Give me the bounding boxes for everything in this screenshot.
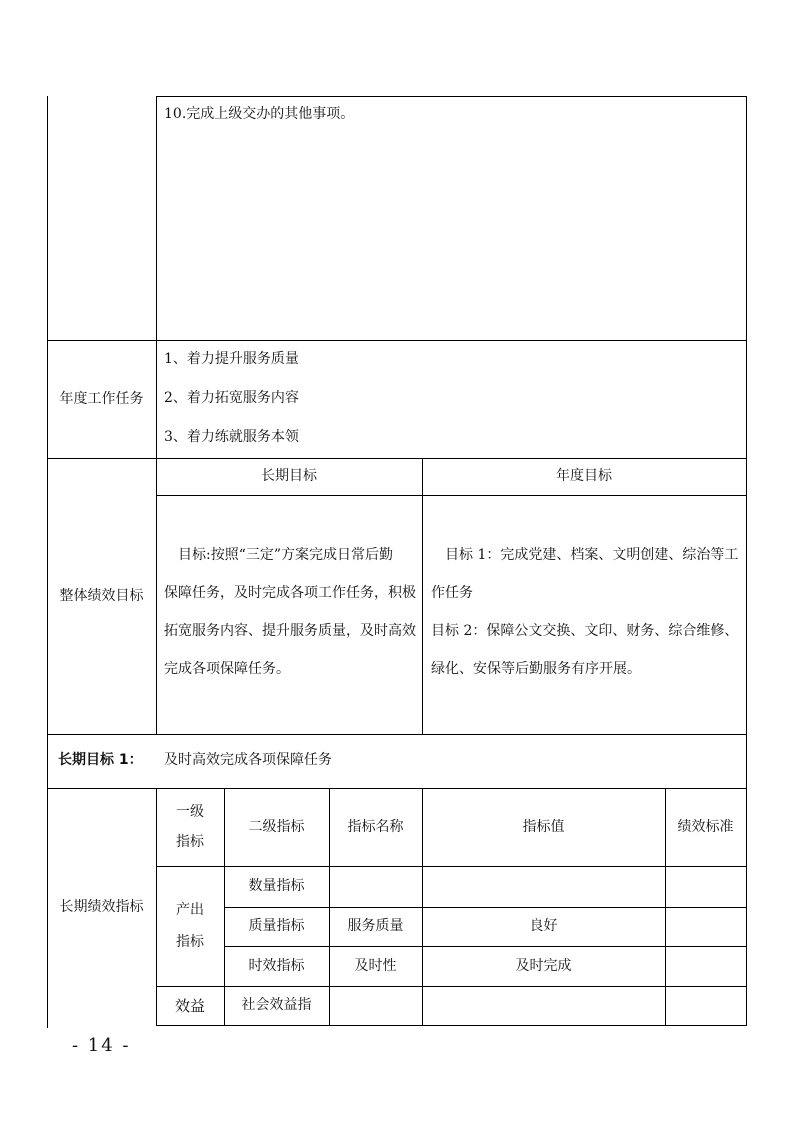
table-cell-standard [665,946,746,986]
header-level1 [156,788,224,866]
table-border-right [746,96,747,1026]
table-cell-standard [665,907,746,946]
annual-tasks-label: 年度工作任务 [59,390,144,407]
table-cell-name: 服务质量 [347,918,404,935]
long-term-line: 目标:按照“三定”方案完成日常后勤 [178,547,394,563]
header-standard: 绩效标准 [677,818,734,835]
header-name: 指标名称 [347,818,404,835]
output-label-line2: 指标 [176,934,204,950]
header-value: 指标值 [522,818,565,835]
annual-task-1: 1、着力提升服务质量 [164,351,299,367]
output-label-line1: 产出 [176,902,204,918]
table-cell-value: 良好 [529,918,558,935]
long-term-goal-text [164,536,419,688]
col-divider-goals [422,458,423,734]
table-cell-level2: 数量指标 [248,878,305,895]
table-cell-value [422,866,665,907]
page-number: - 14 - [72,1035,131,1056]
table-cell-standard [665,866,746,907]
header-level1-line1: 一级 [176,804,204,820]
header-level2: 二级指标 [248,818,305,835]
row-line-top [156,96,747,97]
header-level1-line2: 指标 [176,834,204,850]
table-cell-level2: 社会效益指 [241,997,312,1014]
long-goal-1-text: 及时高效完成各项保障任务 [164,752,332,768]
benefit-label: 效益 [174,996,205,1015]
annual-goal-line: 绿化、安保等后勤服务有序开展。 [431,661,641,677]
overall-goals-label: 整体绩效目标 [59,587,144,604]
col-divider-label [156,96,157,734]
table-cell-name [329,866,422,907]
indicators-label: 长期绩效指标 [59,898,144,915]
table-cell-level2: 时效指标 [248,957,305,974]
annual-goal-text [431,536,743,688]
annual-task-3: 3、着力练就服务本领 [164,429,299,445]
long-term-line: 完成各项保障任务。 [164,661,290,677]
table-cell-standard [665,986,746,1025]
annual-header: 年度目标 [556,468,612,485]
table-cell-name [329,986,422,1025]
table-cell-value: 及时完成 [515,957,572,974]
table-cell-value [422,986,665,1025]
annual-goal-line: 目标 1：完成党建、档案、文明创建、综治等工 [445,547,739,563]
table-cell-level2: 质量指标 [248,918,305,935]
long-term-line: 拓宽服务内容、提升服务质量，及时高效 [164,623,416,639]
row-line-bottom [156,1025,747,1026]
table-cell-name: 及时性 [354,957,397,974]
long-term-header: 长期目标 [261,468,317,485]
row-line-longgoal-top [47,734,747,735]
row-line-goals-header [156,495,747,496]
long-term-line: 保障任务，及时完成各项工作任务，积极 [164,585,416,601]
long-goal-1-label: 长期目标 1： [58,752,143,768]
output-indicator-label [156,866,224,986]
annual-goal-line: 目标 2：保障公文交换、文印、财务、综合维修、 [431,623,739,639]
annual-goal-line: 作任务 [431,585,473,601]
annual-task-2: 2、着力拓宽服务内容 [164,390,299,406]
task-item-10: 10.完成上级交办的其他事项。 [164,106,355,122]
